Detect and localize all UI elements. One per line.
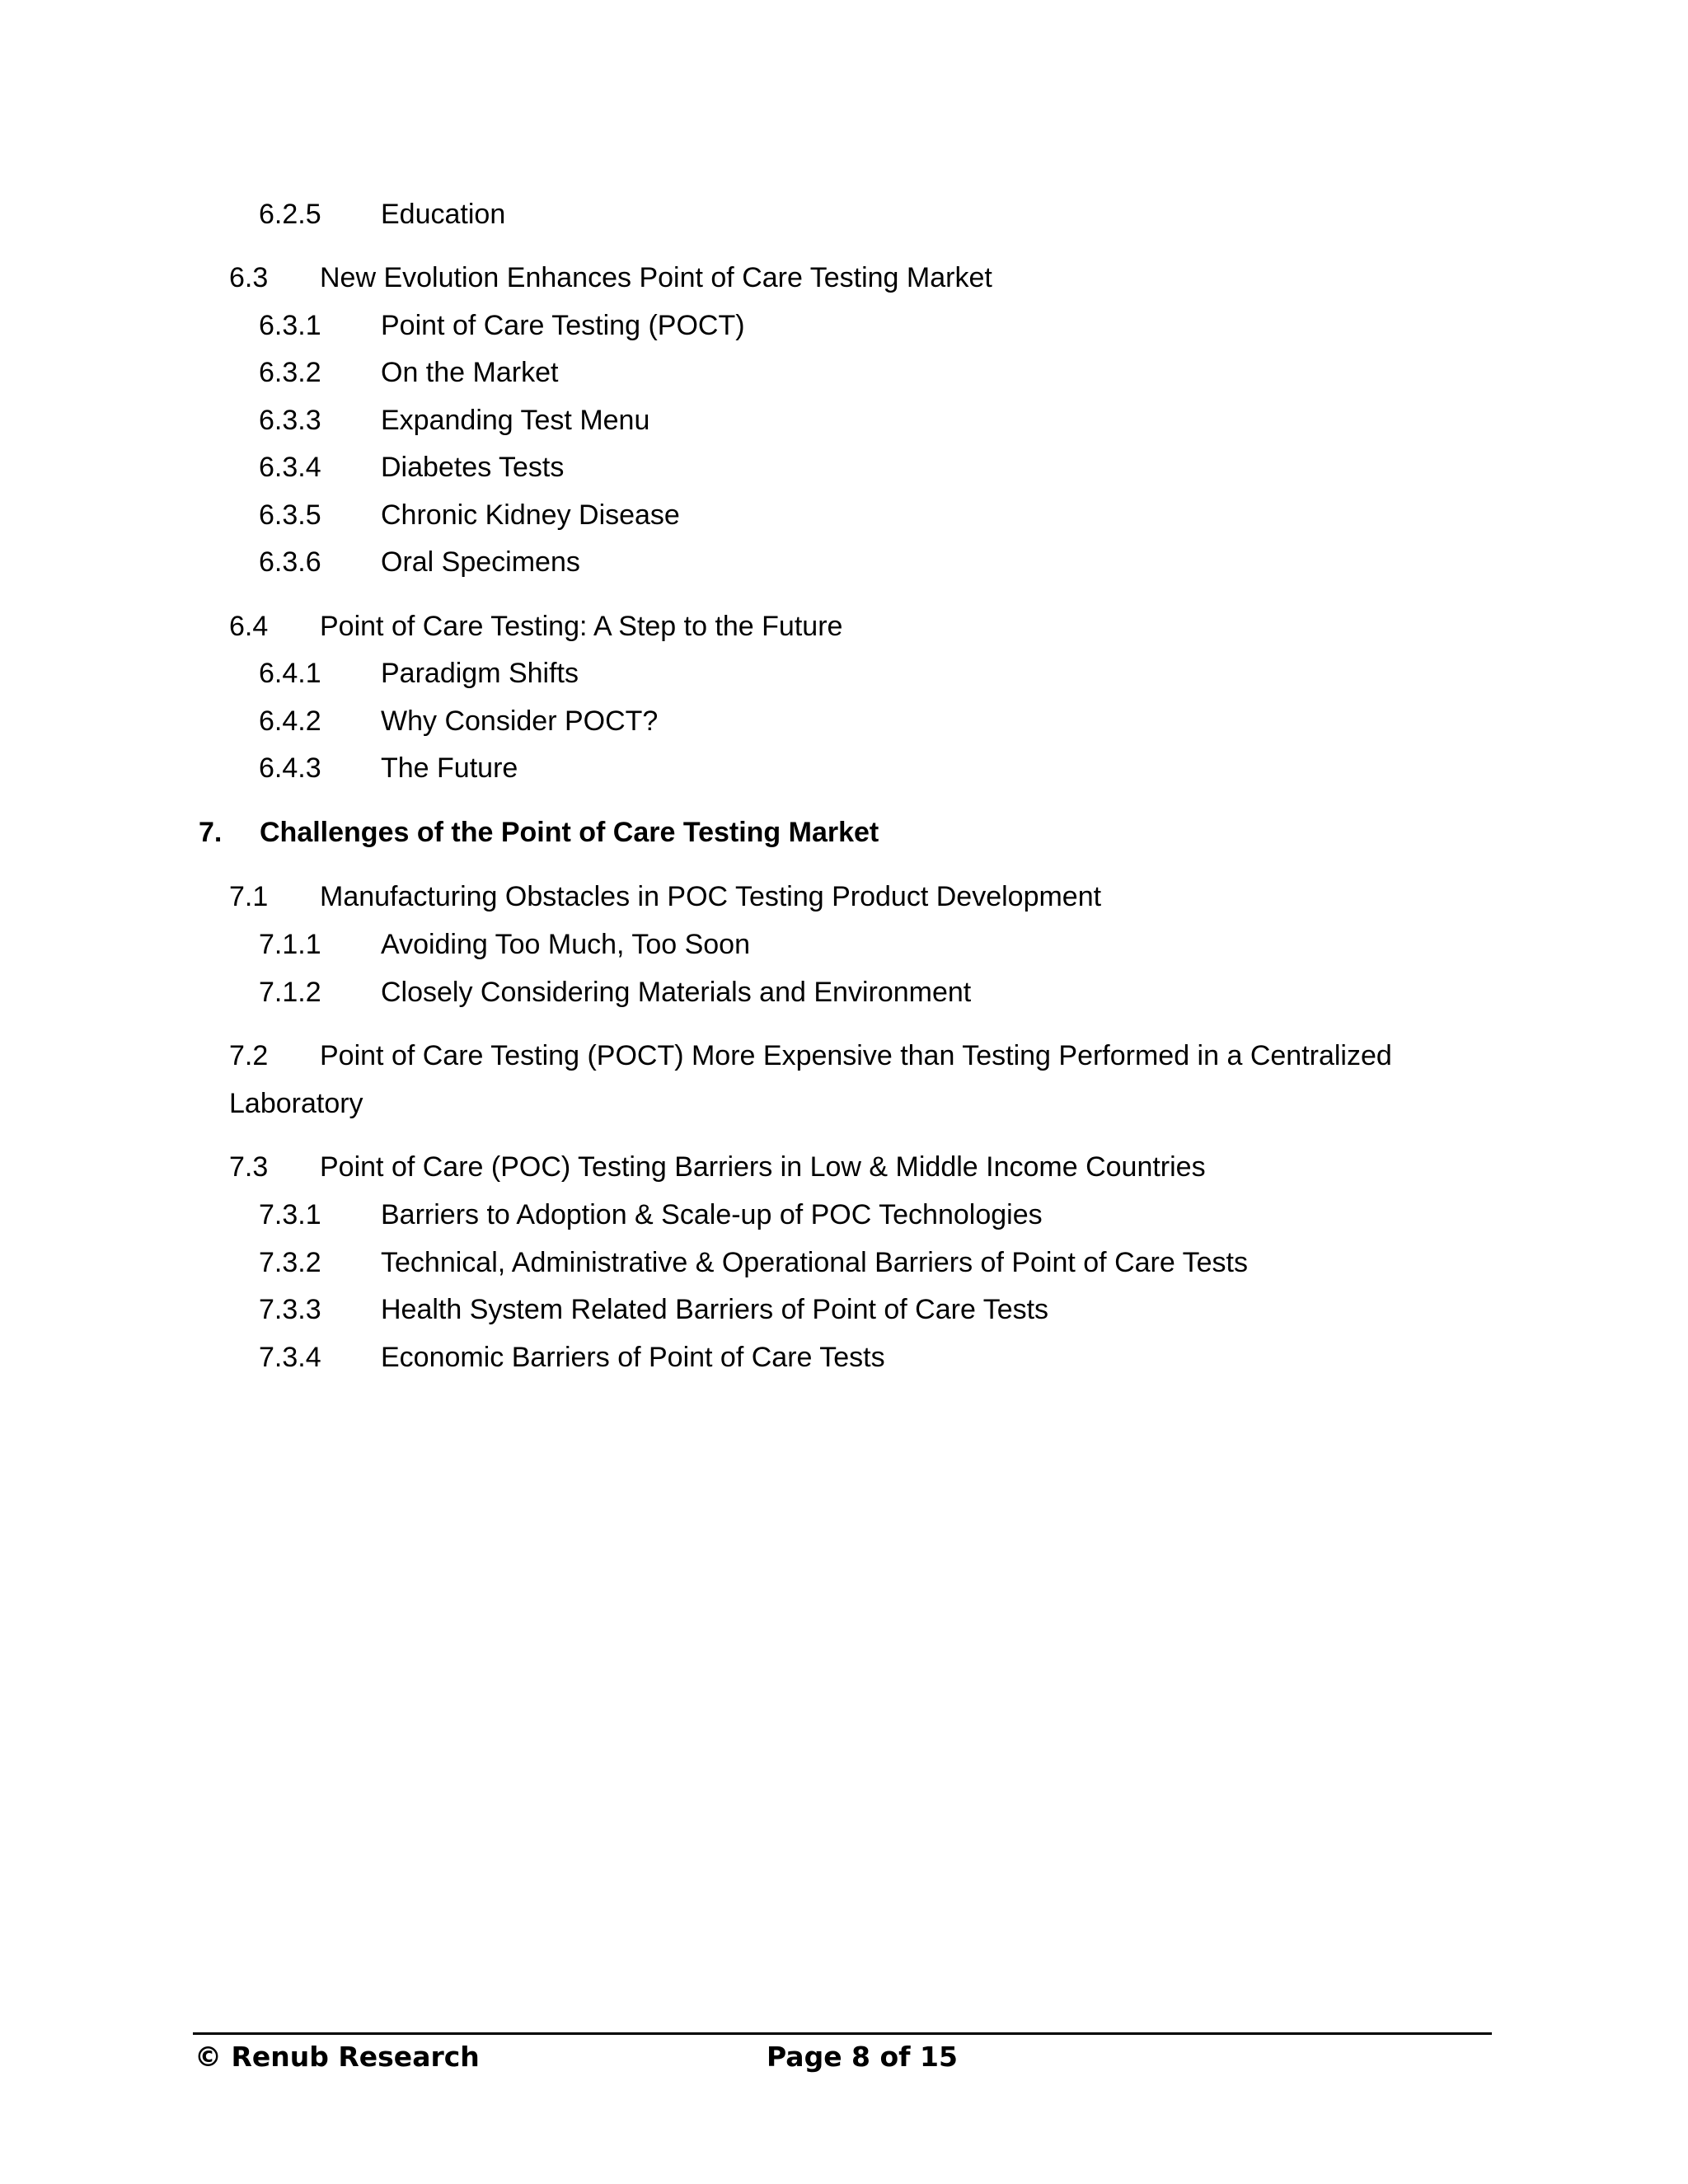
toc-entry-title: Health System Related Barriers of Point of Care Tests [381,1294,1049,1325]
toc-entry-number: 6.3.5 [259,499,321,531]
toc-entry-number: 7.3.2 [259,1247,321,1278]
toc-entry-number: 7.3.4 [259,1342,321,1373]
toc-entry-7-2 [229,1032,1465,1127]
toc-entry-title: Why Consider POCT? [381,705,659,737]
toc-entry-number: 6.3.4 [259,452,321,483]
toc-entry-number: 6.4 [229,611,269,642]
toc-entry-number: 6.4.3 [259,752,321,784]
footer-page-number: Page 8 of 15 [767,2041,958,2073]
toc-entry-title: Point of Care Testing (POCT) [381,310,745,341]
toc-entry-title: Paradigm Shifts [381,658,579,689]
toc-entry-title: Point of Care Testing (POCT) More Expensive than Testing Performed in a Centralized Laboratory [229,1040,1392,1119]
toc-entry-number: 7.2 [229,1040,269,1071]
toc-entry-title: Expanding Test Menu [381,405,650,436]
toc-entry-title: Economic Barriers of Point of Care Tests [381,1342,885,1373]
toc-entry-number: 7.3 [229,1151,269,1183]
toc-entry-number: 6.2.5 [259,199,321,230]
toc-entry-title: New Evolution Enhances Point of Care Testing Market [320,262,992,293]
toc-entry-number: 6.3.3 [259,405,321,436]
toc-entry-title: Barriers to Adoption & Scale-up of POC Technologies [381,1199,1043,1230]
footer-copyright: © Renub Research [195,2041,480,2073]
toc-entry-title: Point of Care Testing: A Step to the Future [320,611,843,642]
toc-entry-number: 7.3.1 [259,1199,321,1230]
toc-entry-number: 6.3 [229,262,269,293]
footer-divider [193,2032,1492,2035]
toc-entry-number: 7.1 [229,881,269,912]
toc-entry-number: 7.3.3 [259,1294,321,1325]
toc-entry-title: Avoiding Too Much, Too Soon [381,929,750,960]
toc-entry-title: Oral Specimens [381,546,580,578]
toc-entry-title: Chronic Kidney Disease [381,499,680,531]
toc-entry-number: 6.3.1 [259,310,321,341]
toc-chapter-number: 7. [199,817,223,848]
toc-entry-number: 6.4.2 [259,705,321,737]
toc-entry-title: Manufacturing Obstacles in POC Testing Product Development [320,881,1102,912]
toc-entry-title: The Future [381,752,518,784]
toc-entry-title: Diabetes Tests [381,452,565,483]
toc-entry-title: On the Market [381,357,559,388]
toc-entry-title: Point of Care (POC) Testing Barriers in Low & Middle Income Countries [320,1151,1206,1183]
toc-entry-title: Education [381,199,506,230]
toc-entry-number: 7.1.1 [259,929,321,960]
toc-entry-title: Closely Considering Materials and Environment [381,977,972,1008]
toc-entry-title: Technical, Administrative & Operational Barriers of Point of Care Tests [381,1247,1248,1278]
toc-entry-number: 6.4.1 [259,658,321,689]
toc-entry-number: 7.1.2 [259,977,321,1008]
toc-entry-number: 6.3.2 [259,357,321,388]
toc-entry-number: 6.3.6 [259,546,321,578]
toc-chapter-title: Challenges of the Point of Care Testing Market [260,817,879,848]
